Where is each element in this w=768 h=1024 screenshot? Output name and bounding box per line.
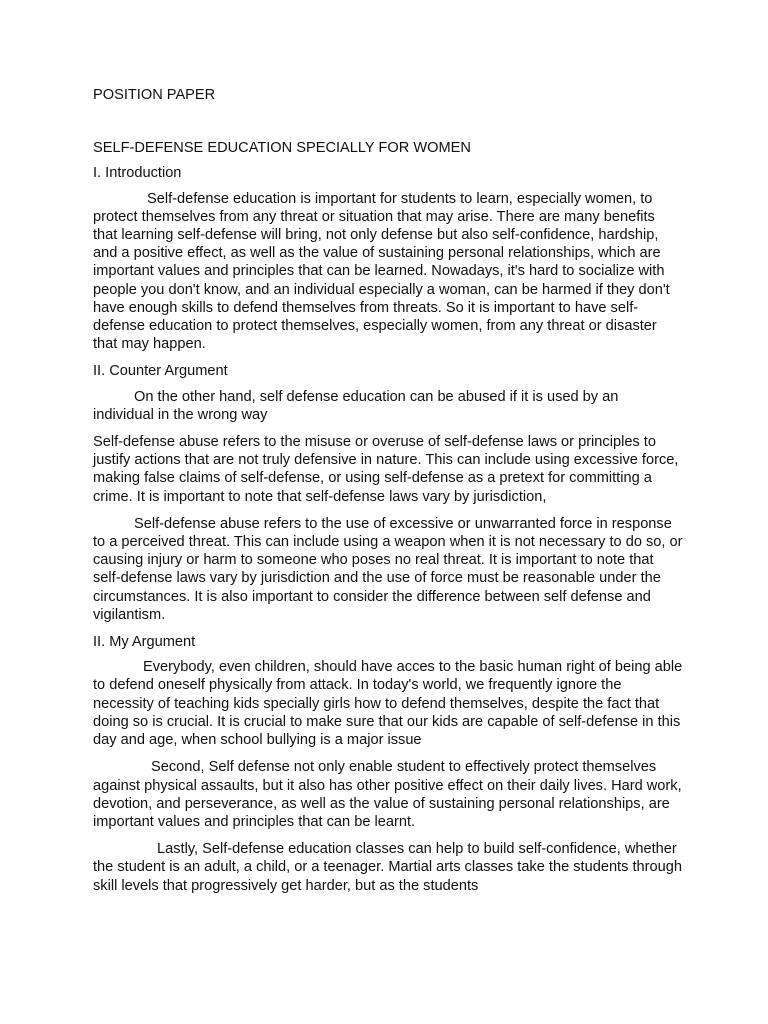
paragraph: Second, Self defense not only enable student to effectively protect themselves against physical assaults, but it also has other positive effect on their daily lives. Hard work, devotion, and perseverance, as well as the value of sustaining personal relationships, are important values and principles that can be learnt. <box>93 759 682 830</box>
document-subtitle: SELF-DEFENSE EDUCATION SPECIALLY FOR WOMEN <box>93 140 471 157</box>
section-heading-my-argument: II. My Argument <box>93 634 196 651</box>
section-heading-introduction: I. Introduction <box>93 165 182 182</box>
paragraph: On the other hand, self defense education can be abused if it is used by an individual in the wrong way <box>93 388 619 423</box>
paragraph: Self-defense education is important for students to learn, especially women, to protect themselves from any threat or situation that may arise. There are many benefits that learning self-defense will bring, not only defense but also self-confidence, hardship, and a positive effect, as well as the value of sustaining personal relationships, which are important values and principles that can be learned. Nowadays, it's hard to socialize with people you don't know, and an individual especially a woman, can be harmed if they don't have enough skills to defend themselves from threats. So it is important to have self-defense education to protect themselves, especially women, from any threat or disaster that may happen. <box>93 190 670 353</box>
section-heading-counter-argument: II. Counter Argument <box>93 363 228 380</box>
document-title: POSITION PAPER <box>93 87 216 103</box>
document-body <box>93 86 683 904</box>
paragraph: Self-defense abuse refers to the misuse or overuse of self-defense laws or principles to justify actions that are not truly defensive in nature. This can include using excessive force, making false claims of self-defense, or using self-defense as a pretext for committing a crime. It is important to note that self-defense laws vary by jurisdiction, <box>93 434 679 505</box>
paragraph: Everybody, even children, should have acces to the basic human right of being able to defend oneself physically from attack. In today's world, we frequently ignore the necessity of teaching kids specially girls how to defend themselves, despite the fact that doing so is crucial. It is crucial to make sure that our kids are capable of self-defense in this day and age, when school bullying is a major issue <box>93 659 683 749</box>
paragraph: Lastly, Self-defense education classes can help to build self-confidence, whether the student is an adult, a child, or a teenager. Martial arts classes take the students through skill levels that progressively get harder, but as the students <box>93 841 682 894</box>
paragraph: Self-defense abuse refers to the use of excessive or unwarranted force in response to a perceived threat. This can include using a weapon when it is not necessary to do so, or causing injury or harm to someone who poses no real threat. It is important to note that self-defense laws vary by jurisdiction and the use of force must be reasonable under the circumstances. It is also important to consider the difference between self defense and vigilantism. <box>93 515 683 623</box>
